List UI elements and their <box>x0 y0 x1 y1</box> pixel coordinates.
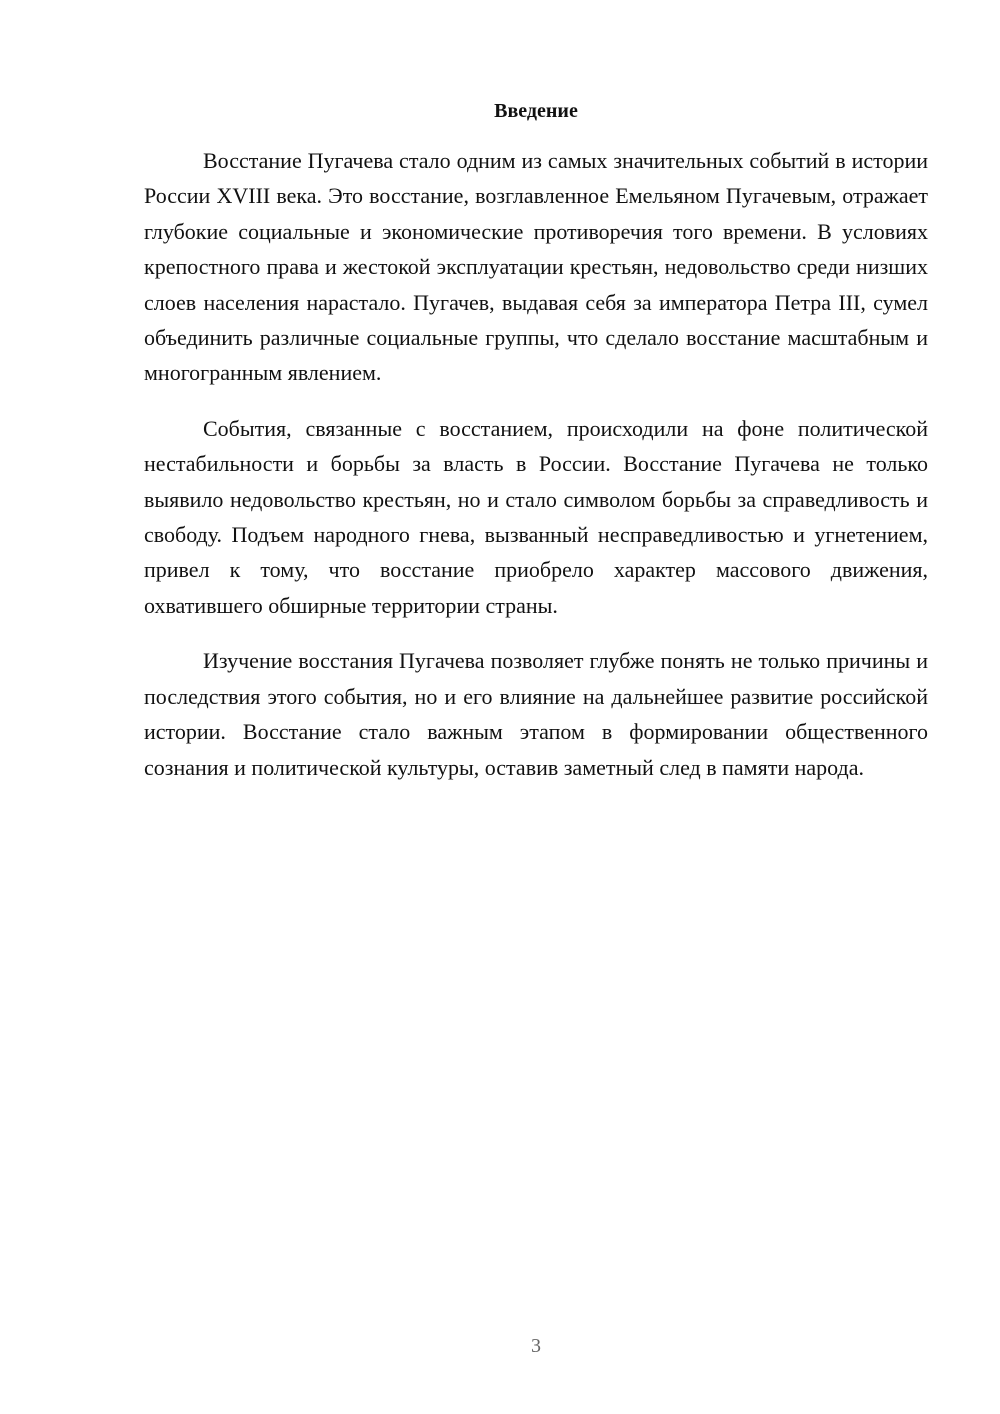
section-heading: Введение <box>494 100 578 122</box>
body-text <box>144 143 928 805</box>
paragraph-1: Восстание Пугачева стало одним из самых значительных событий в истории России XVIII века. Это восстание, возглавленное Емельяном Пугачевым, отражает глубокие социальные и экономические противоречия того времени. В условиях крепостного права и жестокой эксплуатации крестьян, недовольство среди низших слоев населения нарастало. Пугачев, выдавая себя за императора Петра III, сумел объединить различные социальные группы, что сделало восстание масштабным и многогранным явлением. <box>144 148 928 386</box>
paragraph-2: События, связанные с восстанием, происходили на фоне политической нестабильности и борьбы за власть в России. Восстание Пугачева не только выявило недовольство крестьян, но и стало символом борьбы за справедливость и свободу. Подъем народного гнева, вызванный несправедливостью и угнетением, привел к тому, что восстание приобрело характер массового движения, охватившего обширные территории страны. <box>144 415 928 618</box>
page-number: 3 <box>531 1335 541 1357</box>
paragraph-3: Изучение восстания Пугачева позволяет глубже понять не только причины и последствия этого события, но и его влияние на дальнейшее развитие российской истории. Восстание стало важным этапом в формировании общественного сознания и политической культуры, оставив заметный след в памяти народа. <box>144 648 928 780</box>
